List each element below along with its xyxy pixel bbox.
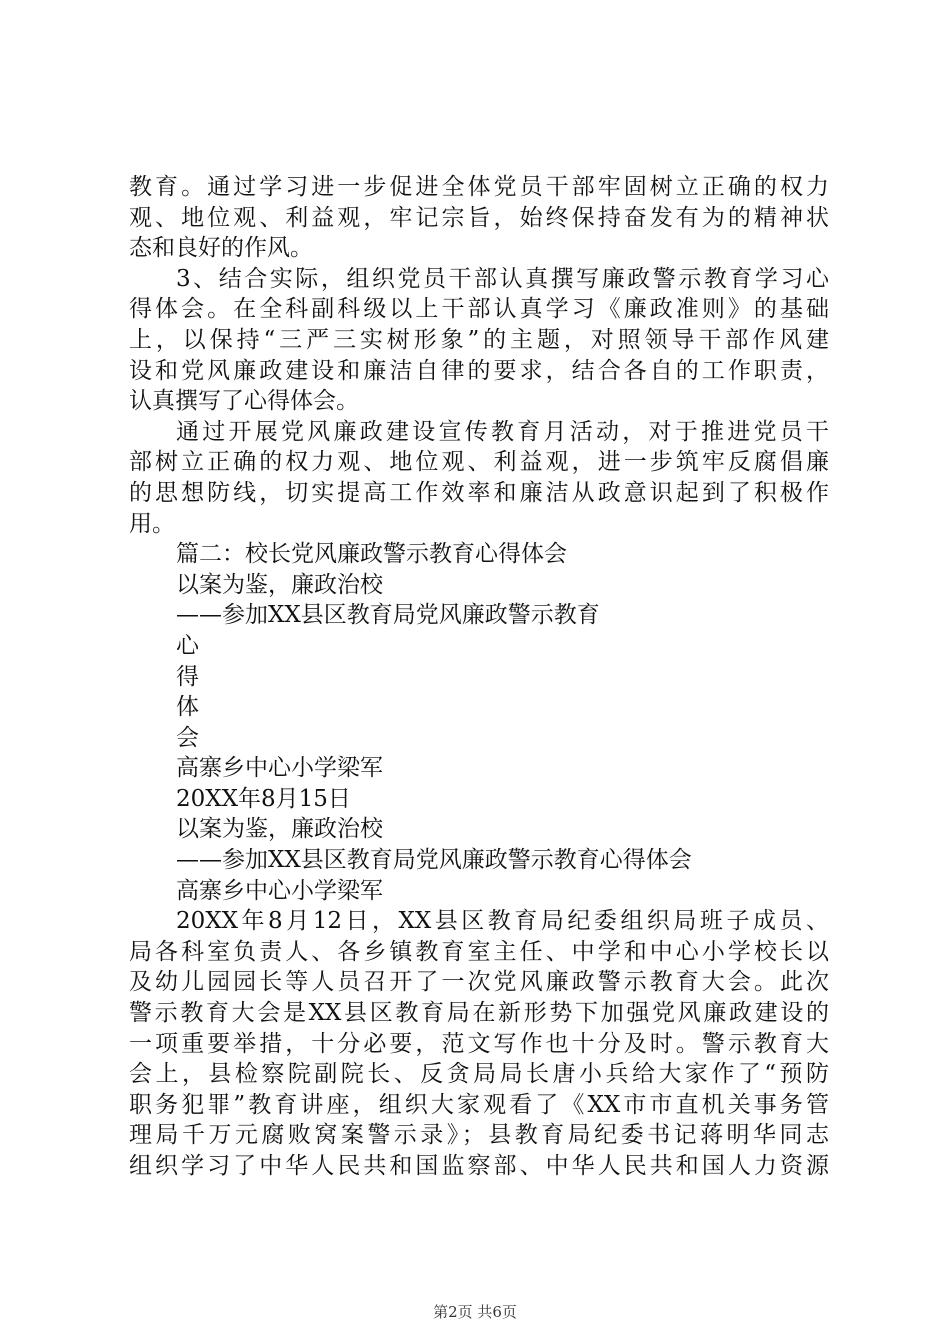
text-line: 设和党风廉政建设和廉洁自律的要求，结合各自的工作职责， — [129, 357, 829, 384]
page-number-footer: 第2页 共6页 — [433, 1303, 517, 1321]
text-line: 教育。通过学习进一步促进全体党员干部牢固树立正确的权力 — [129, 174, 829, 200]
date-line: 20XX年8月15日 — [176, 785, 351, 812]
section-heading: 篇二：校长党风廉政警示教育心得体会 — [176, 541, 567, 568]
text-line: 部树立正确的权力观、地位观、利益观，进一步筑牢反腐倡廉 — [129, 449, 829, 476]
vertical-char: 心 — [176, 632, 199, 659]
text-line: 组织学习了中华人民共和国监察部、中华人民共和国人力资源 — [129, 1153, 829, 1179]
text-line: 观、地位观、利益观，牢记宗旨，始终保持奋发有为的精神状 — [129, 204, 829, 231]
author-line: 高寨乡中心小学梁军 — [176, 877, 383, 904]
paragraph-4 — [129, 906, 829, 1181]
paragraph-1 — [129, 172, 829, 264]
text-line: 20XX年8月12日，XX县区教育局纪委组织局班子成员、 — [176, 908, 829, 935]
text-line: 会上，县检察院副院长、反贪局局长唐小兵给大家作了“预防 — [129, 1061, 829, 1088]
vertical-char: 会 — [176, 724, 199, 751]
text-line: 警示教育大会是XX县区教育局在新形势下加强党风廉政建设的 — [129, 1000, 829, 1027]
author-line: 高寨乡中心小学梁军 — [176, 755, 383, 782]
text-line: 的思想防线，切实提高工作效率和廉洁从政意识起到了积极作 — [129, 479, 829, 506]
text-line: 上，以保持“三严三实树形象”的主题，对照领导干部作风建 — [129, 326, 829, 353]
text-line: 得体会。在全科副科级以上干部认真学习《廉政准则》的基础 — [129, 296, 829, 323]
text-line: 及幼儿园园长等人员召开了一次党风廉政警示教育大会。此次 — [129, 969, 829, 996]
subtitle: 以案为鉴，廉政治校 — [176, 816, 383, 843]
vertical-char: 得 — [176, 663, 199, 690]
text-line: 态和良好的作风。 — [129, 235, 313, 262]
text-line: 职务犯罪”教育讲座，组织大家观看了《XX市市直机关事务管 — [129, 1091, 829, 1118]
text-line: 3、结合实际，组织党员干部认真撰写廉政警示教育学习心 — [176, 265, 829, 292]
subtitle-line: ——参加XX县区教育局党风廉政警示教育 — [176, 602, 600, 629]
text-line: 理局千万元腐败窝案警示录》；县教育局纪委书记蒋明华同志 — [129, 1122, 829, 1149]
paragraph-3 — [129, 417, 829, 539]
vertical-char: 体 — [176, 694, 199, 721]
paragraph-2 — [129, 264, 829, 417]
text-line: 认真撰写了心得体会。 — [129, 388, 359, 415]
document-body — [129, 172, 829, 1182]
vertical-text — [129, 631, 829, 753]
text-line: 通过开展党风廉政建设宣传教育月活动，对于推进党员干 — [176, 418, 829, 445]
text-line: 一项重要举措，十分必要，范文写作也十分及时。警示教育大 — [129, 1030, 829, 1057]
subtitle: 以案为鉴，廉政治校 — [176, 571, 383, 598]
subtitle-line: ——参加XX县区教育局党风廉政警示教育心得体会 — [176, 847, 692, 874]
text-line: 局各科室负责人、各乡镇教育室主任、中学和中心小学校长以 — [129, 938, 829, 965]
text-line: 用。 — [129, 510, 175, 537]
